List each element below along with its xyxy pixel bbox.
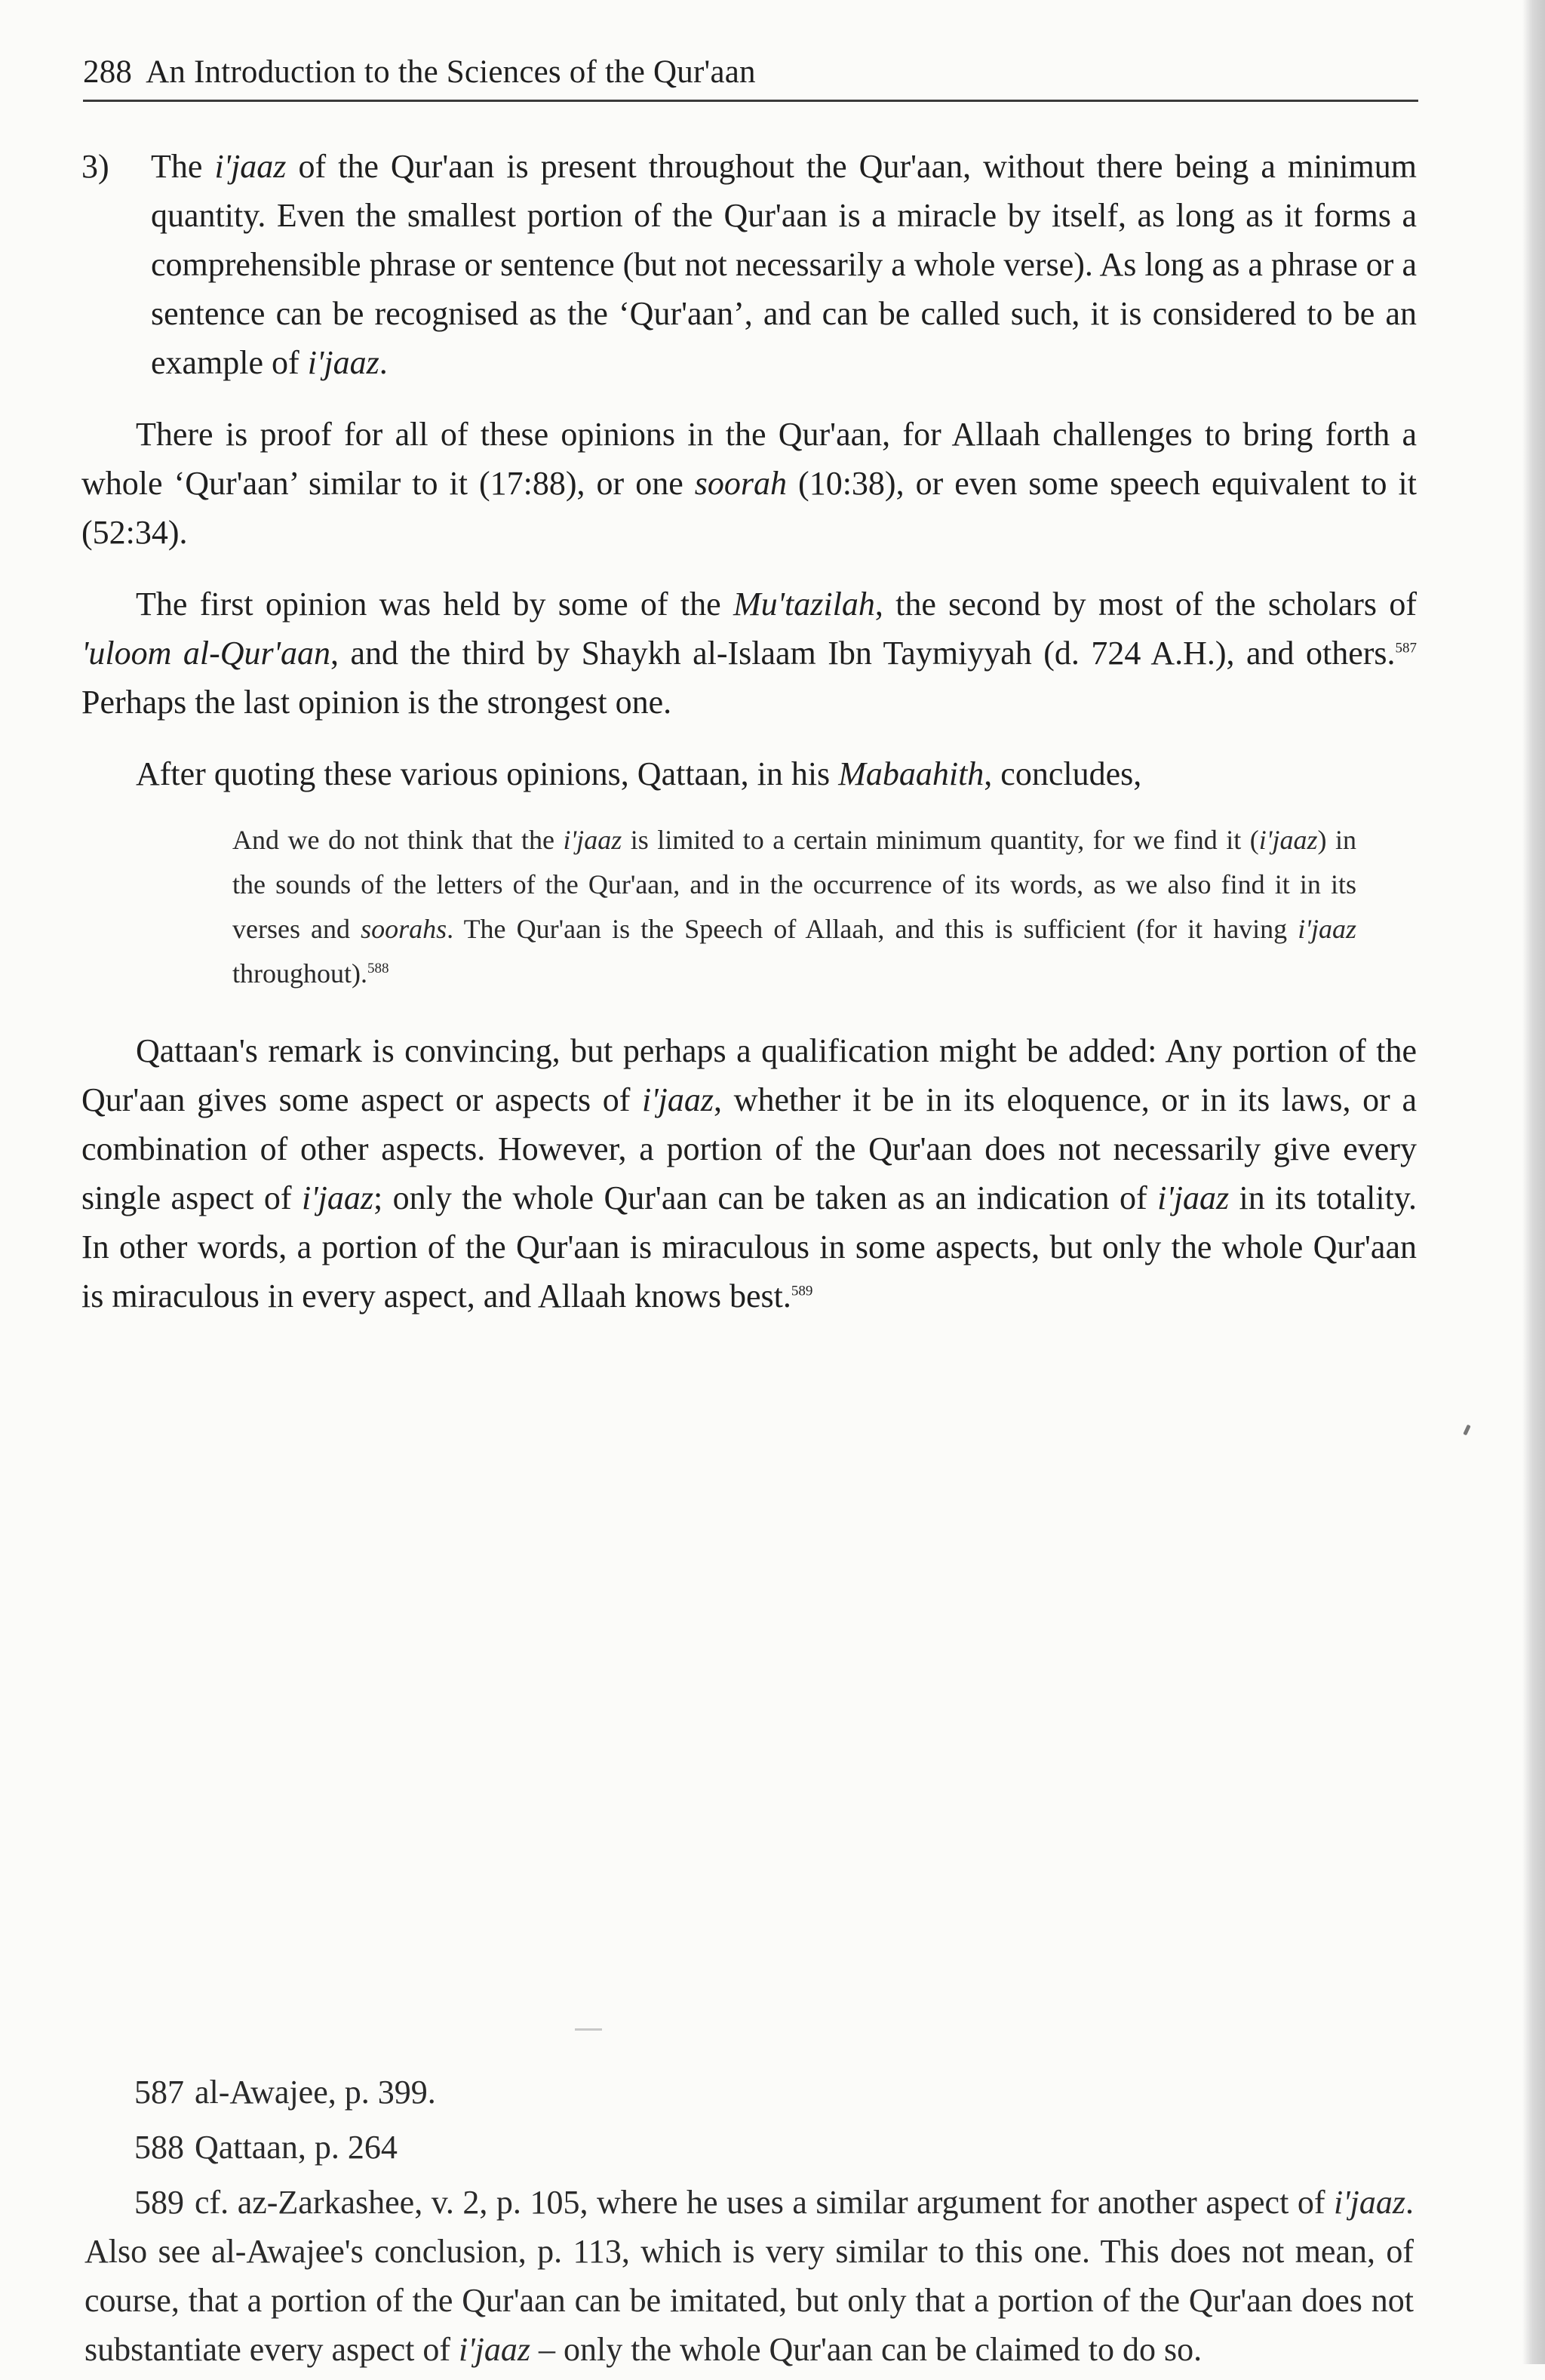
text-run: , the second by most of the scholars of bbox=[874, 586, 1418, 623]
numbered-point-3 bbox=[81, 142, 1417, 387]
paragraph-proof bbox=[81, 410, 1417, 557]
paragraph-opinions bbox=[81, 580, 1417, 727]
book-title: An Introduction to the Sciences of the Qur'aan bbox=[146, 54, 756, 90]
footnote-589 bbox=[84, 2178, 1414, 2374]
footnote-number: 588 bbox=[134, 2129, 184, 2166]
text-run: ; only the whole Qur'aan can be taken as an indication of bbox=[373, 1179, 1158, 1216]
text-run: . The Qur'aan is the Speech of Allaah, and this is sufficient (for it having bbox=[447, 914, 1298, 944]
italic-term: Mabaahith bbox=[838, 755, 984, 792]
footnote-text: al-Awajee, p. 399. bbox=[195, 2074, 436, 2111]
running-header bbox=[83, 45, 1418, 102]
text-run: , and the third by Shaykh al-Islaam Ibn Taymiyyah (d. 724 A.H.), and others. bbox=[330, 635, 1396, 672]
footnote-separator bbox=[575, 2028, 602, 2031]
text-run: – only the whole Qur'aan can be claimed to do so. bbox=[530, 2331, 1203, 2368]
footnote-number: 587 bbox=[134, 2074, 184, 2111]
text-run: throughout). bbox=[232, 958, 367, 989]
footnote-ref-587[interactable]: 587 bbox=[1395, 640, 1417, 656]
footnote-ref-588[interactable]: 588 bbox=[367, 961, 389, 976]
text-run: The bbox=[151, 148, 215, 185]
italic-term: 'uloom al-Qur'aan bbox=[81, 635, 331, 672]
text-run: After quoting these various opinions, Qattaan, in his bbox=[136, 755, 839, 792]
italic-term: i'jaaz bbox=[302, 1179, 373, 1216]
italic-term: soorahs bbox=[361, 914, 447, 944]
italic-term: i'jaaz bbox=[214, 148, 287, 185]
text-run: Perhaps the last opinion is the strongest one. bbox=[81, 684, 672, 721]
italic-term: i'jaaz bbox=[459, 2331, 531, 2368]
footnote-587 bbox=[84, 2068, 1414, 2117]
paragraph-qualification bbox=[81, 1026, 1417, 1321]
text-run: cf. az-Zarkashee, v. 2, p. 105, where he uses a similar argument for another aspect of bbox=[195, 2184, 1335, 2221]
page-edge-shadow bbox=[1522, 0, 1545, 2364]
italic-term: i'jaaz bbox=[1157, 1179, 1230, 1216]
italic-term: i'jaaz bbox=[1298, 914, 1356, 944]
italic-term: i'jaaz bbox=[307, 344, 379, 381]
text-run: of the Qur'aan is present throughout the Qur'aan, without there being a minimum quantity. Even the smallest portion of the Qur'aan is a miracle by itself, as long as it forms a comprehensible phrase or sentence (but not necessarily a whole verse). As long as a phrase or a sentence can be recognised as the ‘Qur'aan’, and can be called such, it is considered to be an example of bbox=[151, 148, 1417, 381]
italic-term: soorah bbox=[694, 465, 788, 502]
text-run: (10:38), or even some speech equivalent to it (52:34). bbox=[81, 465, 1417, 551]
text-run: . bbox=[379, 344, 388, 381]
footnote-588 bbox=[84, 2123, 1414, 2172]
scan-speck bbox=[1463, 1425, 1470, 1436]
point-number: 3) bbox=[81, 148, 109, 185]
italic-term: i'jaaz bbox=[563, 825, 622, 855]
paragraph-qattaan-intro bbox=[81, 749, 1417, 798]
text-run: . Also see al-Awajee's conclusion, p. 113, which is very similar to this one. This does not mean, of course, that a portion of the Qur'aan can be imitated, but only that a portion of the Qur'aan does not substantiate every aspect of bbox=[84, 2184, 1414, 2368]
text-run: Qattaan's remark is convincing, but perhaps a qualification might be added: Any portion of the Qur'aan gives some aspect or aspects of bbox=[81, 1032, 1417, 1118]
footnote-number: 589 bbox=[134, 2184, 184, 2221]
block-quote bbox=[232, 818, 1356, 996]
text-run: And we do not think that the bbox=[232, 825, 564, 855]
footnotes bbox=[84, 2068, 1414, 2380]
text-run: ) in the sounds of the letters of the Qur'aan, and in the occurrence of its words, as we also find it in its verses and bbox=[232, 825, 1356, 944]
italic-term: i'jaaz bbox=[1334, 2184, 1405, 2221]
text-run: There is proof for all of these opinions in the Qur'aan, for Allaah challenges to bring forth a whole ‘Qur'aan’ similar to it (17:88), or one bbox=[81, 416, 1417, 502]
page-number: 288 bbox=[83, 54, 133, 90]
text-run: , concludes, bbox=[984, 755, 1142, 792]
main-text bbox=[81, 142, 1417, 1343]
text-run: in its totality. In other words, a portion of the Qur'aan is miraculous in some aspects, but only the whole Qur'aan is miraculous in every aspect, and Allaah knows best. bbox=[81, 1179, 1417, 1315]
text-run: is limited to a certain minimum quantity, for we find it ( bbox=[622, 825, 1259, 855]
text-run: , whether it be in its eloquence, or in its laws, or a combination of other aspects. However, a portion of the Qur'aan does not necessarily give every single aspect of bbox=[81, 1081, 1417, 1216]
italic-term: i'jaaz bbox=[1258, 825, 1318, 855]
footnote-ref-589[interactable]: 589 bbox=[791, 1283, 813, 1299]
text-run: The first opinion was held by some of the bbox=[136, 586, 733, 623]
italic-term: i'jaaz bbox=[642, 1081, 714, 1118]
italic-term: Mu'tazilah bbox=[733, 586, 875, 623]
footnote-text: Qattaan, p. 264 bbox=[195, 2129, 398, 2166]
